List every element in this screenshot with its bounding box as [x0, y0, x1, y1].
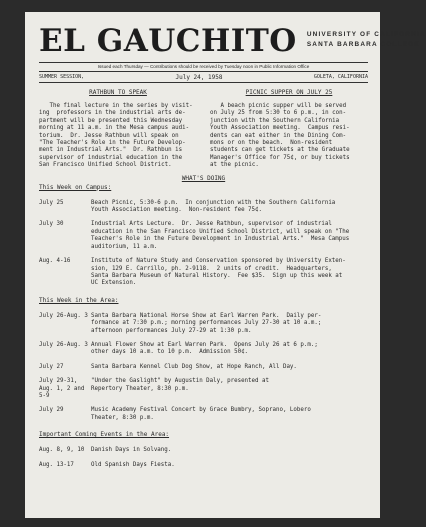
masthead	[39, 23, 426, 60]
event-description	[91, 313, 321, 335]
text-line: on July 25 from 5:30 to 6 p.m., in con-	[210, 110, 347, 117]
campus-name: SANTA BARBARA COLLEGE	[306, 41, 420, 48]
event-row	[39, 462, 368, 469]
text-line: Annual Flower Show at Earl Warren Park. Opens July 26 at 6 p.m.;	[91, 341, 318, 348]
event-description	[91, 407, 311, 422]
issued-rule	[39, 71, 368, 72]
text-line: Teacher's Role in the Future Development in Industrial Arts." Mesa Campus	[91, 236, 350, 243]
event-description	[91, 200, 335, 215]
dateline	[39, 73, 368, 82]
event-description	[91, 462, 175, 469]
event-date: July 26-Aug. 3	[39, 341, 88, 348]
text-line: students can get tickets at the Graduate	[210, 147, 350, 154]
event-row	[39, 258, 368, 288]
left-article	[39, 89, 197, 170]
whats-doing-sections	[39, 184, 368, 469]
event-row	[39, 221, 368, 251]
text-line: supervisor of industrial education in the	[39, 154, 183, 161]
text-line: Santa Barbara Museum of Natural History. Fee $35. Sign up this week at	[91, 272, 343, 279]
issued-line: Issued each Thursday — Contributions should be received by Tuesday noon in Public Information Office	[97, 64, 310, 69]
event-date: July 29	[39, 407, 64, 414]
publisher-block	[307, 24, 426, 50]
place-label: GOLETA, CALIFORNIA	[313, 74, 368, 80]
text-line: auditorium, 11 a.m.	[91, 243, 158, 250]
text-line: sion, 129 E. Carrillo, ph. 2-9118. 2 units of credit. Headquarters,	[91, 265, 332, 272]
text-line: Santa Barbara National Horse Show at Earl Warren Park. Daily per-	[91, 312, 322, 319]
event-row	[39, 200, 368, 215]
event-description	[91, 364, 297, 371]
text-line: Beach Picnic, 5:30-6 p.m. In conjunction with the Southern California	[91, 199, 336, 206]
whats-doing-heading: WHAT'S DOING	[181, 174, 226, 182]
event-description	[91, 378, 269, 400]
text-line: Manager's Office for 75¢, or buy tickets	[210, 154, 350, 161]
event-date: Aug. 13-17	[39, 461, 74, 468]
event-row	[39, 447, 368, 454]
text-line: afternoon performances July 27-29 at 1:30 p.m.	[91, 327, 252, 334]
text-line: partment will be presented this Wednesday	[39, 117, 183, 124]
section-heading: Important Coming Events in the Area:	[39, 431, 170, 439]
newsletter-page	[25, 12, 426, 518]
event-row	[39, 313, 368, 335]
event-description	[91, 221, 349, 251]
dateline-rule	[39, 82, 368, 83]
text-line: torium. Dr. Jesse Rathbun will speak on	[39, 132, 179, 139]
event-row	[39, 364, 368, 371]
event-description	[91, 258, 346, 288]
event-date: Aug. 4-16	[39, 258, 71, 265]
newsletter-title: EL GAUCHITO	[39, 23, 297, 59]
issue-date: July 24, 1958	[175, 74, 223, 81]
right-article-heading: PICNIC SUPPER ON JULY 25	[245, 89, 333, 96]
feature-columns	[39, 89, 368, 170]
text-line: Old Spanish Days Fiesta.	[91, 461, 175, 468]
text-line: education in the San Francisco Unified School District, will speak on "The	[91, 228, 350, 235]
event-date: July 26-Aug. 3	[39, 312, 88, 319]
text-line: Youth Association meeting. Campus resi-	[210, 125, 350, 132]
event-row	[39, 378, 368, 400]
text-line: other days 10 a.m. to 10 p.m. Admission 50¢.	[91, 349, 249, 356]
text-line: ing professors in the industrial arts de-	[39, 110, 186, 117]
text-line: formance at 7:30 p.m.; morning performances July 27-30 at 10 a.m.;	[91, 320, 322, 327]
left-article-heading: RATHBUN TO SPEAK	[89, 89, 147, 96]
text-line: Institute of Nature Study and Conservation sponsored by University Exten-	[91, 258, 346, 265]
text-line: mons or on the beach. Non-resident	[210, 140, 333, 147]
text-line: "The Teacher's Role in the Future Develop-	[39, 140, 186, 147]
text-line: "Under the Gaslight" by Augustin Daly, presented at	[91, 378, 269, 385]
event-date: July 29-31, Aug. 1, 2 and 5-9	[39, 378, 85, 399]
text-line: A beach picnic supper will be served	[210, 103, 347, 109]
text-line: Danish Days in Solvang.	[91, 447, 172, 454]
event-description	[91, 342, 318, 357]
section-heading: This Week on Campus:	[39, 183, 112, 191]
event-date: July 25	[39, 199, 64, 206]
text-line: at the picnic.	[210, 162, 259, 169]
event-date: July 30	[39, 221, 64, 228]
text-line: Industrial Arts Lecture. Dr. Jesse Rathbun, supervisor of industrial	[91, 221, 332, 228]
text-line: San Francisco Unified School District.	[39, 162, 172, 169]
text-line: Youth Association meeting. Non-resident fee 75¢.	[91, 207, 263, 214]
right-article-body	[210, 103, 368, 170]
event-row	[39, 407, 368, 422]
event-row	[39, 342, 368, 357]
event-description	[91, 447, 171, 454]
text-line: Repertory Theater, 8:30 p.m.	[91, 385, 189, 392]
text-line: ment in Industrial Arts." Dr. Rathbun is	[39, 147, 183, 154]
right-article	[210, 89, 368, 170]
session-label: SUMMER SESSION,	[39, 74, 85, 80]
text-line: junction with the Southern California	[210, 117, 340, 124]
text-line: Santa Barbara Kennel Club Dog Show, at Hope Ranch, All Day.	[91, 363, 297, 370]
text-line: morning at 11 a.m. in the Mesa campus audi-	[39, 125, 190, 132]
event-date: Aug. 8, 9, 10	[39, 447, 85, 454]
event-date: July 27	[39, 363, 64, 370]
section-heading: This Week in the Area:	[39, 296, 119, 304]
text-line: Music Academy Festival Concert by Grace Bumbry, Soprano, Lobero	[91, 407, 311, 414]
text-line: dents can eat either in the Dining Com-	[210, 132, 347, 139]
text-line: Theater, 8:30 p.m.	[91, 414, 154, 421]
text-line: UC Extension.	[91, 280, 137, 287]
university-name: UNIVERSITY OF CALIFORNIA	[306, 31, 426, 38]
text-line: The final lecture in the series by visit-	[39, 103, 193, 109]
left-article-body	[39, 103, 197, 170]
